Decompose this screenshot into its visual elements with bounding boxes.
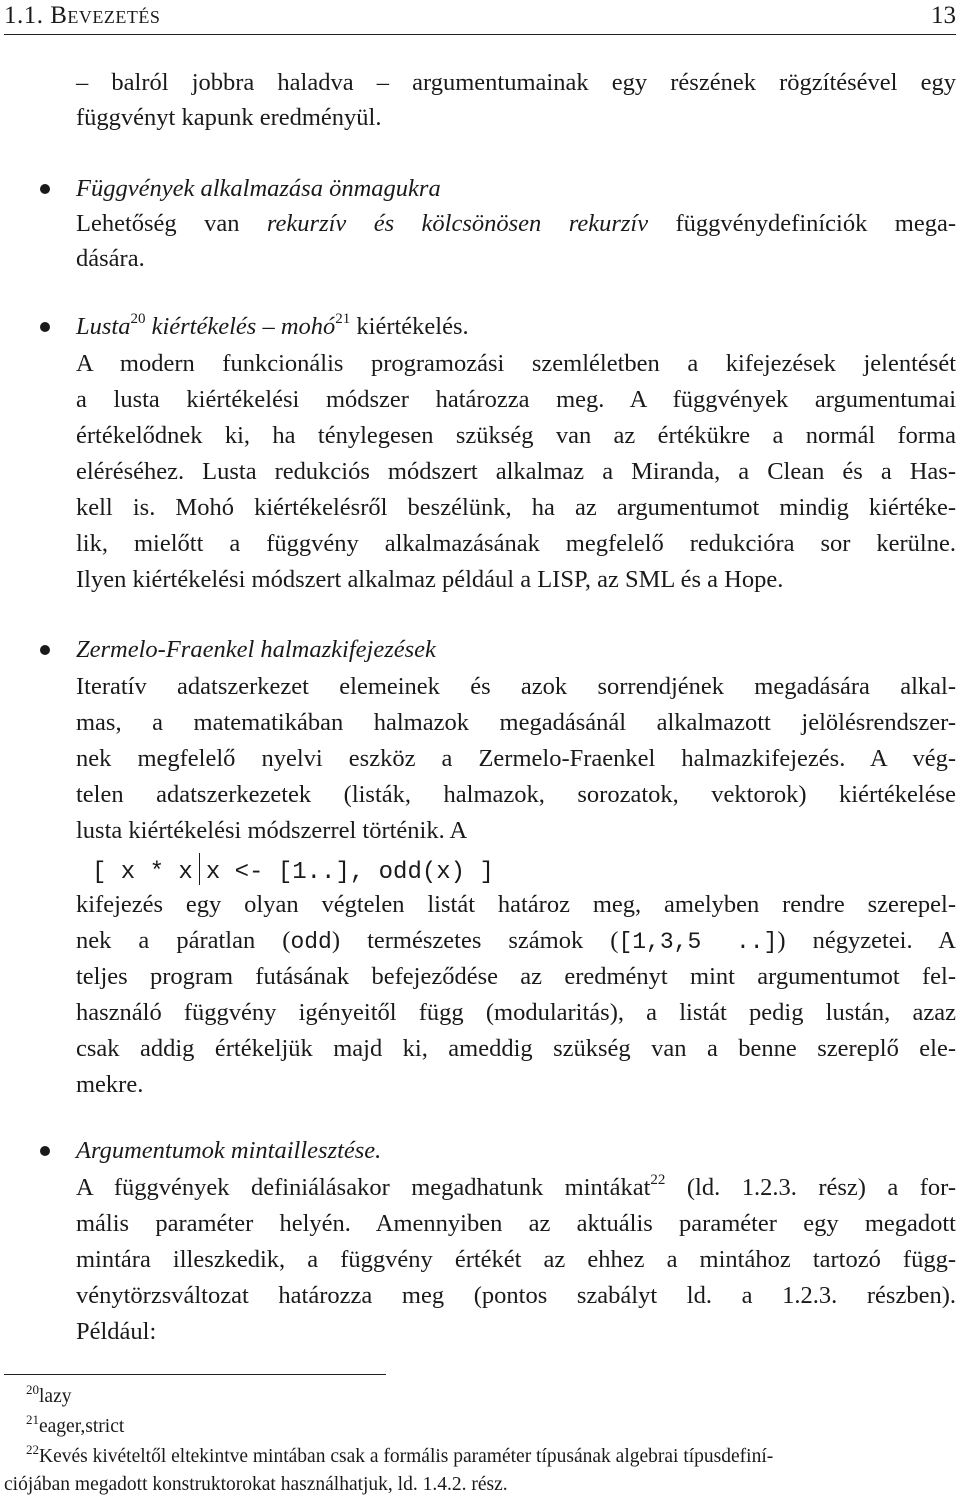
- footnote-mark: 20: [26, 1382, 39, 1397]
- set-builder-bar: [199, 853, 200, 885]
- bullet-icon: [40, 322, 50, 332]
- section-heading: [4, 2, 160, 30]
- text-line: értékelődnek ki, ha ténylegesen szükség van az értékükre a normál forma: [76, 422, 956, 449]
- running-header: [4, 0, 956, 35]
- footnote: [26, 1382, 72, 1408]
- footnote-text: Kevés kivételtől eltekintve mintában csak a formális paraméter típusának algebrai típusdefiní-: [39, 1446, 774, 1467]
- text-line: nek megfelelő nyelvi eszköz a Zermelo-Fraenkel halmazkifejezés. A vég-: [76, 745, 956, 772]
- text-line: mális paraméter helyén. Amennyiben az aktuális paraméter egy megadott: [76, 1210, 956, 1237]
- text-line: Iteratív adatszerkezet elemeinek és azok sorrendjének megadására alkal-: [76, 673, 956, 700]
- text-line: mintára illeszkedik, a függvény értékét az ehhez a mintához tartozó függ-: [76, 1246, 956, 1273]
- item-title: Lusta$^{20}$ kiértékelés – mohó$^{21}$ kiértékelés.: [76, 311, 469, 340]
- text-line: Például:: [76, 1318, 157, 1345]
- text-line: – balról jobbra haladva – argumentumainak egy részének rögzítésével egy: [76, 69, 956, 96]
- text-line: kifejezés egy olyan végtelen listát határoz meg, amelyben rendre szerepel-: [76, 891, 956, 918]
- footnote-ref[interactable]: 21: [335, 311, 351, 327]
- section-number: 1.1.: [4, 2, 44, 29]
- text-line: a lusta kiértékelési módszer határozza meg. A függvények argumentumai: [76, 386, 956, 413]
- bullet-icon: [40, 645, 50, 655]
- text-line: lusta kiértékelési módszerrel történik. A: [76, 817, 468, 844]
- code-expression: [ x * x x <- [1..], odd(x) ]: [92, 853, 494, 886]
- footnote-mark: 21: [26, 1412, 39, 1427]
- text-line: Ilyen kiértékelési módszert alkalmaz például a LISP, az SML és a Hope.: [76, 566, 784, 593]
- item-title: Zermelo-Fraenkel halmazkifejezések: [76, 636, 436, 663]
- text-line: teljes program futásának befejeződése az eredményt mint argumentumot fel-: [76, 963, 956, 990]
- text-line: függvényt kapunk eredményül.: [76, 104, 382, 131]
- bullet-icon: [40, 1146, 50, 1156]
- text-line: használó függvény igényeitől függ (modularitás), a listát pedig lustán, azaz: [76, 999, 956, 1026]
- text-line: mekre.: [76, 1071, 144, 1098]
- section-title: Bevezetés: [50, 2, 161, 29]
- footnote-ref[interactable]: 22: [650, 1172, 666, 1188]
- text-line: vénytörzsváltozat határozza meg (pontos szabályt ld. a 1.2.3. részben).: [76, 1282, 956, 1309]
- text-line: nek a páratlan (odd) természetes számok ([1,3,5 ..]) négyzetei. A: [76, 927, 956, 955]
- footnote: [26, 1442, 774, 1468]
- text-line: A modern funkcionális programozási szemléletben a kifejezések jelentését: [76, 350, 956, 377]
- text-line: eléréséhez. Lusta redukciós módszert alkalmaz a Miranda, a Clean és a Has-: [76, 458, 956, 485]
- text-line: Lehetőség van rekurzív és kölcsönösen rekurzív függvénydefiníciók mega-: [76, 210, 956, 237]
- text-line: dására.: [76, 245, 145, 272]
- text-line: telen adatszerkezetek (listák, halmazok, sorozatok, vektorok) kiértékelése: [76, 781, 956, 808]
- footnote-continuation: ciójában megadott konstruktorokat használhatjuk, ld. 1.4.2. rész.: [4, 1474, 508, 1495]
- item-title: Argumentumok mintaillesztése.: [76, 1137, 382, 1164]
- footnote-mark: 22: [26, 1442, 39, 1457]
- footnote: [26, 1412, 125, 1438]
- text-line: lik, mielőtt a függvény alkalmazásának megfelelő redukcióra sor kerülne.: [76, 530, 956, 557]
- bullet-icon: [40, 184, 50, 194]
- text-line: kell is. Mohó kiértékelésről beszélünk, ha az argumentumot mindig kiértéke-: [76, 494, 956, 521]
- page-number: 13: [931, 2, 956, 29]
- footnote-ref[interactable]: 20: [130, 311, 146, 327]
- footnote-text: eager,strict: [39, 1416, 125, 1437]
- footnote-text: lazy: [39, 1386, 72, 1407]
- text-line: A függvények definiálásakor megadhatunk mintákat$^{22}$ (ld. 1.2.3. rész) a for-: [76, 1172, 956, 1201]
- item-title: Függvények alkalmazása önmagukra: [76, 175, 441, 202]
- footnote-divider: [4, 1374, 386, 1375]
- text-line: mas, a matematikában halmazok megadásánál alkalmazott jelölésrendszer-: [76, 709, 956, 736]
- text-line: csak addig értékeljük majd ki, ameddig szükség van a benne szereplő ele-: [76, 1035, 956, 1062]
